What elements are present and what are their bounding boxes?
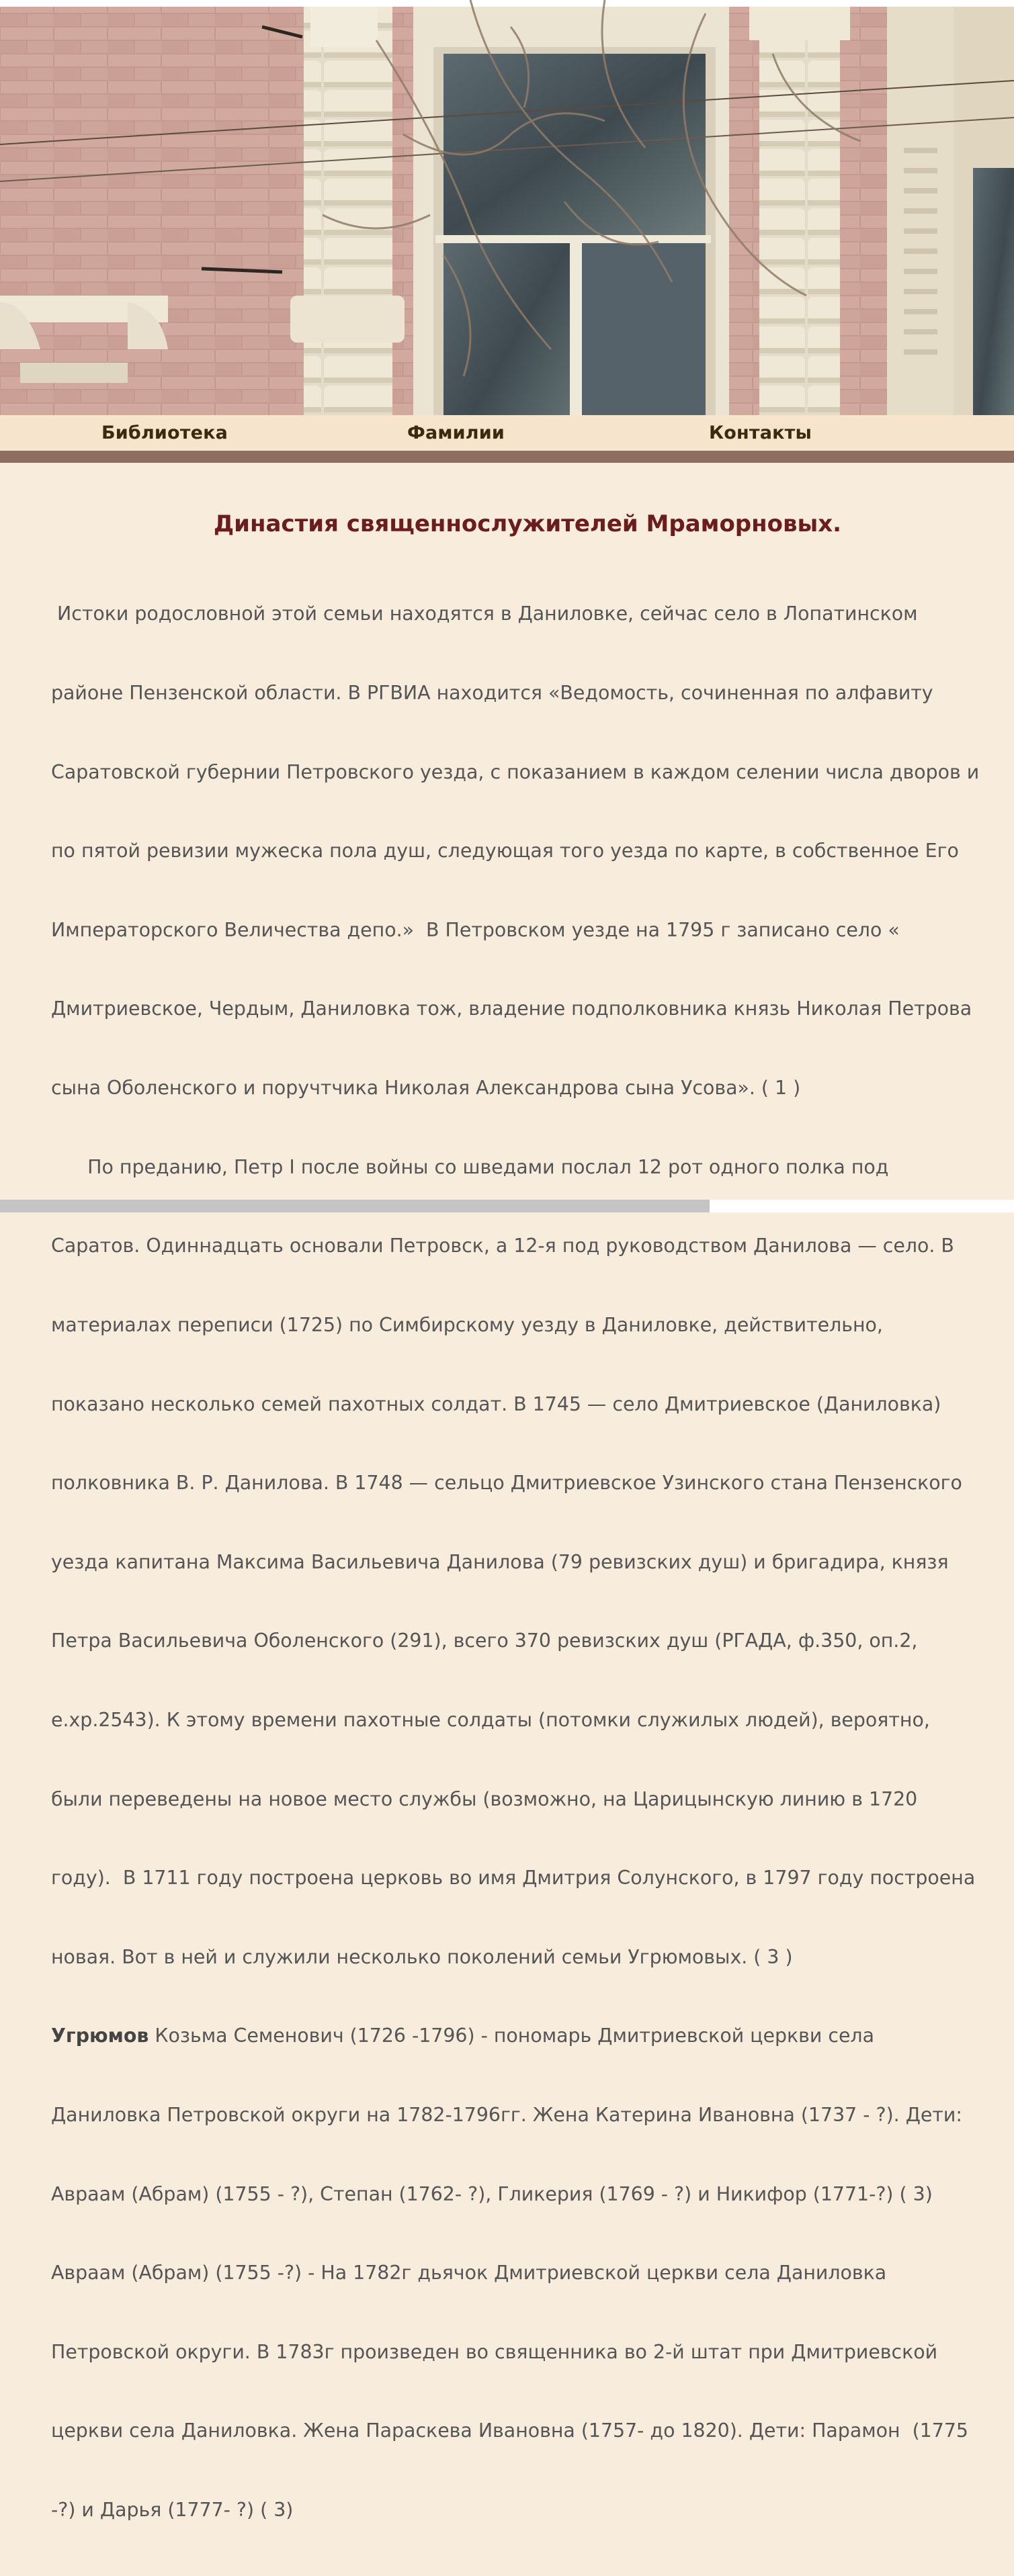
text-line: -?) и Дарья (1777- ?) ( 3) — [51, 2499, 294, 2522]
header-photo — [0, 0, 1014, 463]
text-line: е.хр.2543). К этому времени пахотные солдаты (потомки служилых людей), вероятно, — [51, 1708, 930, 1731]
text-line: Петровской округи. В 1783г произведен во священника во 2-й штат при Дмитриевской — [51, 2340, 938, 2363]
text-line: Дмитриевское, Чердым, Даниловка тож, владение подполковника князь Николая Петрова — [51, 997, 972, 1020]
text-line: материалах переписи (1725) по Симбирскому уезду в Даниловке, действительно, — [51, 1313, 883, 1336]
text-line: были переведены на новое место службы (возможно, на Царицынскую линию в 1720 — [51, 1787, 918, 1810]
text-line: Авраам (Абрам) (1755 -?) - На 1782г дьячок Дмитриевской церкви села Даниловка — [51, 2262, 887, 2284]
text-line: районе Пензенской области. В РГВИА находится «Ведомость, сочиненная по алфавиту — [51, 682, 933, 705]
entry-text: Козьма Семенович (1726 -1796) - пономарь Дмитриевской церкви села — [149, 2025, 874, 2047]
entry-line — [51, 2023, 999, 2049]
building-facade-image — [0, 0, 1014, 463]
article-body — [51, 548, 999, 2576]
text-line: уезда капитана Максима Васильевича Данилова (79 ревизских душ) и бригадира, князя — [51, 1550, 949, 1573]
text-line: Императорского Величества депо.» В Петровском уезде на 1795 г записано село « — [51, 918, 900, 941]
text-line: Саратов. Одиннадцать основали Петровск, а 12-я под руководством Данилова — село. В — [51, 1235, 954, 1257]
text-line: по пятой ревизии мужеска пола душ, следующая того уезда по карте, в собственное Его — [51, 840, 959, 862]
text-line: По преданию, Петр I после войны со шведами послал 12 рот одного полка под — [51, 1155, 889, 1178]
nav-link-surnames[interactable]: Фамилии — [407, 423, 505, 443]
text-line: Петра Васильевича Оболенского (291), всего 370 ревизских душ (РГАДА, ф.350, оп.2, — [51, 1630, 918, 1652]
text-line: церкви села Даниловка. Жена Параскева Ивановна (1757- до 1820). Дети: Парамон (1775 — [51, 2419, 968, 2442]
text-line: показано несколько семей пахотных солдат. В 1745 — село Дмитриевское (Даниловка) — [51, 1392, 941, 1415]
horizontal-scrollbar[interactable] — [0, 1200, 1014, 1212]
scrollbar-thumb[interactable] — [0, 1200, 710, 1212]
text-line: полковника В. Р. Данилова. В 1748 — сельцо Дмитриевское Узинского стана Пензенского — [51, 1472, 962, 1495]
nav-link-contacts[interactable]: Контакты — [709, 423, 812, 443]
text-line: новая. Вот в ней и служили несколько поколений семьи Угрюмовых. ( 3 ) — [51, 1945, 793, 1968]
nav-link-library[interactable]: Библиотека — [101, 423, 228, 443]
text-line: году). В 1711 году построена церковь во имя Дмитрия Солунского, в 1797 году построена — [51, 1867, 976, 1890]
text-line: Авраам (Абрам) (1755 - ?), Степан (1762- ?), Гликерия (1769 - ?) и Никифор (1771-?) ( 3) — [51, 2182, 933, 2205]
main-nav — [0, 415, 1014, 451]
article — [51, 497, 999, 2576]
text-line: Саратовской губернии Петровского уезда, с показанием в каждом селении числа дворов и — [51, 760, 980, 783]
page-title: Династия священнослужителей Мраморновых. — [213, 510, 842, 537]
text-line: Истоки родословной этой семьи находятся в Даниловке, сейчас село в Лопатинском — [51, 603, 918, 625]
entry-surname: Угрюмов — [51, 2025, 149, 2047]
text-line: Даниловка Петровской округи на 1782-1796гг. Жена Катерина Ивановна (1737 - ?). Дети: — [51, 2103, 962, 2126]
text-line: сына Оболенского и поручтчика Николая Александрова сына Усова». ( 1 ) — [51, 1077, 801, 1100]
